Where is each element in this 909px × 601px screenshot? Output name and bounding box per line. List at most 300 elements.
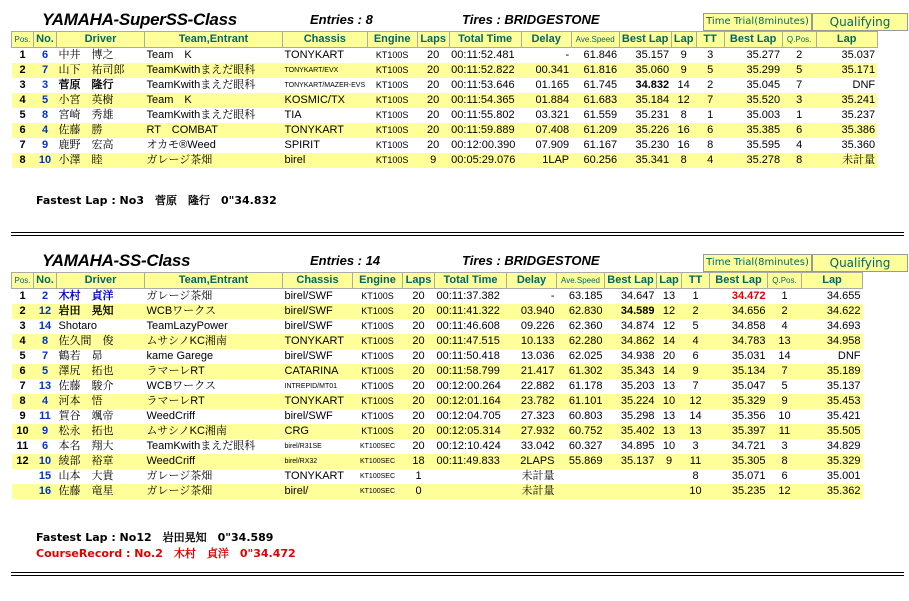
cell-tt-best-lap: 35.278 — [724, 153, 782, 168]
cell-team: TeamKwithまえだ眼科 — [145, 108, 283, 123]
cell-engine: KT100S — [367, 48, 417, 64]
cell-total-time: 00:11:46.608 — [435, 319, 507, 334]
cell-q-lap: 35.241 — [816, 93, 877, 108]
cell-no: 9 — [34, 138, 57, 153]
cell-q-lap: 34.622 — [802, 304, 863, 319]
cell-driver: 賀谷 颯帝 — [57, 409, 145, 424]
cell-q-pos: 12 — [768, 484, 802, 499]
column-header-ave-speed: Ave.Speed — [571, 32, 619, 48]
column-header-driver: Driver — [57, 273, 145, 289]
cell-chassis: birel/SWF — [283, 409, 353, 424]
cell-no: 7 — [34, 63, 57, 78]
cell-pos — [12, 469, 34, 484]
cell-lap: 14 — [671, 78, 696, 93]
column-header-delay: Delay — [507, 273, 557, 289]
cell-q-pos: 5 — [782, 63, 816, 78]
cell-laps: 20 — [417, 63, 449, 78]
cell-tt: 6 — [682, 349, 710, 364]
cell-tt-best-lap: 35.047 — [710, 379, 768, 394]
column-header-chassis: Chassis — [283, 32, 368, 48]
entries-count: Entries : 8 — [310, 12, 373, 27]
cell-driver: 松永 拓也 — [57, 424, 145, 439]
cell-ave-speed: 60.327 — [557, 439, 605, 454]
cell-total-time: 00:11:52.481 — [449, 48, 521, 64]
cell-engine: KT100S — [353, 349, 403, 364]
column-header-q-pos: Q.Pos. — [768, 273, 802, 289]
cell-team: TeamKwithまえだ眼科 — [145, 439, 283, 454]
cell-engine: KT100S — [353, 424, 403, 439]
cell-pos: 5 — [12, 349, 34, 364]
cell-no: 4 — [34, 394, 57, 409]
cell-engine: KT100S — [367, 138, 417, 153]
cell-driver: 木村 貞洋 — [57, 289, 145, 305]
table-header-row — [12, 32, 878, 48]
cell-delay: 07.909 — [521, 138, 571, 153]
cell-chassis: birel/SWF — [283, 304, 353, 319]
cell-pos: 9 — [12, 409, 34, 424]
column-header-pos: Pos. — [12, 273, 34, 289]
cell-pos: 4 — [12, 93, 34, 108]
cell-chassis: birel/R31SE — [283, 439, 353, 454]
cell-q-pos: 8 — [782, 153, 816, 168]
cell-team: TeamLazyPower — [145, 319, 283, 334]
cell-delay: 09.226 — [507, 319, 557, 334]
column-header-laps: Laps — [417, 32, 449, 48]
cell-laps: 20 — [417, 93, 449, 108]
cell-tt-best-lap: 35.134 — [710, 364, 768, 379]
column-header-total-time: Total Time — [435, 273, 507, 289]
cell-laps: 20 — [417, 48, 449, 64]
table-row — [12, 349, 863, 364]
cell-total-time: 00:11:52.822 — [449, 63, 521, 78]
cell-chassis: INTREPID/MT01 — [283, 379, 353, 394]
cell-total-time — [435, 469, 507, 484]
cell-driver: 小澤 睦 — [57, 153, 145, 168]
table-row — [12, 78, 878, 93]
cell-chassis: birel/RX32 — [283, 454, 353, 469]
cell-lap: 10 — [657, 394, 682, 409]
cell-lap: 13 — [657, 379, 682, 394]
cell-team: ラマーレRT — [145, 364, 283, 379]
cell-total-time: 00:11:37.382 — [435, 289, 507, 305]
cell-best-lap: 35.402 — [605, 424, 657, 439]
cell-chassis: TONYKART/MAZER-EVS — [283, 78, 368, 93]
cell-tt-best-lap: 35.277 — [724, 48, 782, 64]
cell-delay: 23.782 — [507, 394, 557, 409]
table-row — [12, 469, 863, 484]
cell-q-lap: 35.329 — [802, 454, 863, 469]
cell-ave-speed — [557, 469, 605, 484]
cell-lap — [657, 484, 682, 499]
cell-pos: 4 — [12, 334, 34, 349]
cell-no: 11 — [34, 409, 57, 424]
cell-pos: 7 — [12, 379, 34, 394]
cell-q-pos: 2 — [782, 48, 816, 64]
cell-q-lap: 35.137 — [802, 379, 863, 394]
cell-no: 10 — [34, 153, 57, 168]
cell-ave-speed: 61.178 — [557, 379, 605, 394]
cell-tt-best-lap: 35.003 — [724, 108, 782, 123]
cell-delay: 10.133 — [507, 334, 557, 349]
cell-ave-speed: 61.683 — [571, 93, 619, 108]
cell-q-lap: 未計量 — [816, 153, 877, 168]
table-row — [12, 454, 863, 469]
column-header-team: Team,Entrant — [145, 32, 283, 48]
cell-no: 6 — [34, 439, 57, 454]
cell-driver: 宮崎 秀雄 — [57, 108, 145, 123]
cell-pos: 2 — [12, 63, 34, 78]
cell-chassis: TONYKART — [283, 123, 368, 138]
cell-total-time: 00:12:01.164 — [435, 394, 507, 409]
cell-best-lap: 35.343 — [605, 364, 657, 379]
cell-team: ガレージ茶畑 — [145, 469, 283, 484]
cell-best-lap: 34.862 — [605, 334, 657, 349]
cell-team: ムサシノKC湘南 — [145, 424, 283, 439]
cell-ave-speed: 61.559 — [571, 108, 619, 123]
cell-team: kame Garege — [145, 349, 283, 364]
cell-driver: 佐藤 駿介 — [57, 379, 145, 394]
cell-q-lap: 35.505 — [802, 424, 863, 439]
column-header-ave-speed: Ave.Speed — [557, 273, 605, 289]
cell-q-pos: 2 — [768, 304, 802, 319]
table-row — [12, 424, 863, 439]
cell-engine: KT100S — [367, 63, 417, 78]
cell-tt-best-lap: 35.329 — [710, 394, 768, 409]
cell-driver: 澤尻 拓也 — [57, 364, 145, 379]
table-row — [12, 63, 878, 78]
cell-chassis: CATARINA — [283, 364, 353, 379]
cell-ave-speed: 62.025 — [557, 349, 605, 364]
cell-total-time: 00:12:00.264 — [435, 379, 507, 394]
cell-pos: 12 — [12, 454, 34, 469]
cell-lap: 9 — [671, 48, 696, 64]
cell-laps: 20 — [417, 108, 449, 123]
divider — [11, 232, 904, 233]
cell-no: 7 — [34, 349, 57, 364]
cell-chassis: TONYKART/EVX — [283, 63, 368, 78]
cell-laps: 9 — [417, 153, 449, 168]
cell-tt: 1 — [696, 108, 724, 123]
divider — [11, 575, 904, 576]
cell-laps: 20 — [403, 394, 435, 409]
cell-pos: 1 — [12, 48, 34, 64]
cell-tt: 12 — [682, 394, 710, 409]
column-header-chassis: Chassis — [283, 273, 353, 289]
cell-no: 4 — [34, 123, 57, 138]
cell-total-time: 00:11:59.889 — [449, 123, 521, 138]
cell-total-time: 00:11:53.646 — [449, 78, 521, 93]
cell-laps: 20 — [403, 319, 435, 334]
cell-delay: 1LAP — [521, 153, 571, 168]
cell-q-pos: 3 — [782, 93, 816, 108]
table-row — [12, 484, 863, 499]
cell-total-time: 00:11:55.802 — [449, 108, 521, 123]
cell-driver: 小宮 英樹 — [57, 93, 145, 108]
cell-ave-speed: 62.280 — [557, 334, 605, 349]
cell-q-lap: 34.693 — [802, 319, 863, 334]
cell-team: ガレージ茶畑 — [145, 153, 283, 168]
cell-driver: Shotaro — [57, 319, 145, 334]
cell-pos: 11 — [12, 439, 34, 454]
cell-driver: 鶴若 昴 — [57, 349, 145, 364]
column-header-no: No. — [34, 32, 57, 48]
cell-team: Team K — [145, 48, 283, 64]
cell-tt: 5 — [696, 63, 724, 78]
cell-lap: 20 — [657, 349, 682, 364]
cell-q-pos: 13 — [768, 334, 802, 349]
column-header-best-lap: Best Lap — [605, 273, 657, 289]
cell-laps: 20 — [403, 364, 435, 379]
cell-q-pos: 4 — [768, 319, 802, 334]
table-row — [12, 379, 863, 394]
cell-team: WeedCriff — [145, 409, 283, 424]
cell-pos: 6 — [12, 123, 34, 138]
cell-q-pos: 8 — [768, 454, 802, 469]
cell-pos: 7 — [12, 138, 34, 153]
time-trial-header: Time Trial(8minutes) — [703, 13, 812, 31]
cell-ave-speed: 61.167 — [571, 138, 619, 153]
cell-best-lap: 34.895 — [605, 439, 657, 454]
table-row — [12, 334, 863, 349]
column-header-driver: Driver — [57, 32, 145, 48]
cell-tt: 3 — [696, 48, 724, 64]
cell-best-lap: 35.226 — [619, 123, 671, 138]
tires-label: Tires : BRIDGESTONE — [462, 12, 600, 27]
cell-lap: 8 — [671, 108, 696, 123]
cell-tt-best-lap: 34.472 — [710, 289, 768, 305]
cell-no: 16 — [34, 484, 57, 499]
cell-tt-best-lap: 35.356 — [710, 409, 768, 424]
cell-delay: 2LAPS — [507, 454, 557, 469]
cell-total-time: 00:11:41.322 — [435, 304, 507, 319]
cell-lap: 14 — [657, 364, 682, 379]
cell-tt: 8 — [696, 138, 724, 153]
column-header-engine: Engine — [367, 32, 417, 48]
cell-delay: 07.408 — [521, 123, 571, 138]
cell-delay: 22.882 — [507, 379, 557, 394]
cell-q-lap: 35.237 — [816, 108, 877, 123]
cell-chassis: birel/ — [283, 484, 353, 499]
cell-delay: 27.932 — [507, 424, 557, 439]
cell-tt-best-lap: 35.595 — [724, 138, 782, 153]
cell-lap: 12 — [657, 304, 682, 319]
divider — [11, 235, 904, 236]
cell-driver: 佐藤 竜星 — [57, 484, 145, 499]
cell-tt-best-lap: 35.235 — [710, 484, 768, 499]
column-header-lap: Lap — [657, 273, 682, 289]
cell-best-lap: 35.298 — [605, 409, 657, 424]
cell-engine: KT100S — [353, 364, 403, 379]
cell-no: 13 — [34, 379, 57, 394]
cell-delay: 27.323 — [507, 409, 557, 424]
cell-pos: 3 — [12, 78, 34, 93]
cell-lap: 9 — [671, 63, 696, 78]
cell-q-pos: 5 — [768, 379, 802, 394]
cell-pos: 8 — [12, 394, 34, 409]
column-header-delay: Delay — [521, 32, 571, 48]
cell-total-time — [435, 484, 507, 499]
divider — [11, 572, 904, 573]
cell-team: RT COMBAT — [145, 123, 283, 138]
cell-q-lap: 35.001 — [802, 469, 863, 484]
cell-chassis: TONYKART — [283, 469, 353, 484]
cell-q-pos: 3 — [768, 439, 802, 454]
cell-tt-best-lap: 34.656 — [710, 304, 768, 319]
cell-laps: 20 — [403, 379, 435, 394]
cell-team: WCBワークス — [145, 379, 283, 394]
cell-best-lap: 35.231 — [619, 108, 671, 123]
cell-lap: 12 — [671, 93, 696, 108]
cell-ave-speed: 61.302 — [557, 364, 605, 379]
cell-delay: 21.417 — [507, 364, 557, 379]
cell-no: 5 — [34, 364, 57, 379]
cell-q-lap: 34.829 — [802, 439, 863, 454]
cell-delay: 03.940 — [507, 304, 557, 319]
cell-tt: 10 — [682, 484, 710, 499]
cell-ave-speed: 63.185 — [557, 289, 605, 305]
cell-tt: 9 — [682, 364, 710, 379]
cell-tt-best-lap: 35.385 — [724, 123, 782, 138]
cell-tt-best-lap: 35.299 — [724, 63, 782, 78]
cell-q-lap: DNF — [802, 349, 863, 364]
cell-no: 15 — [34, 469, 57, 484]
cell-best-lap: 35.157 — [619, 48, 671, 64]
cell-tt: 5 — [682, 319, 710, 334]
cell-tt-best-lap: 35.305 — [710, 454, 768, 469]
cell-q-pos: 14 — [768, 349, 802, 364]
table-row — [12, 138, 878, 153]
cell-no: 8 — [34, 108, 57, 123]
cell-tt: 8 — [682, 469, 710, 484]
cell-delay: 33.042 — [507, 439, 557, 454]
cell-lap: 16 — [671, 138, 696, 153]
cell-team: WeedCriff — [145, 454, 283, 469]
table-row — [12, 364, 863, 379]
cell-best-lap: 35.341 — [619, 153, 671, 168]
cell-engine: KT100S — [353, 379, 403, 394]
cell-tt: 2 — [696, 78, 724, 93]
cell-lap: 13 — [657, 424, 682, 439]
cell-team: ムサシノKC湘南 — [145, 334, 283, 349]
cell-laps: 20 — [403, 409, 435, 424]
cell-pos: 3 — [12, 319, 34, 334]
cell-no: 12 — [34, 304, 57, 319]
cell-total-time: 00:12:10.424 — [435, 439, 507, 454]
cell-engine: KT100S — [353, 409, 403, 424]
cell-ave-speed: 61.209 — [571, 123, 619, 138]
cell-engine: KT100S — [353, 394, 403, 409]
cell-delay: - — [521, 48, 571, 64]
cell-tt-best-lap: 35.071 — [710, 469, 768, 484]
cell-pos: 6 — [12, 364, 34, 379]
course-record: CourseRecord : No.2 木村 貞洋 0"34.472 — [36, 547, 296, 560]
cell-chassis: birel/SWF — [283, 319, 353, 334]
cell-best-lap: 35.060 — [619, 63, 671, 78]
cell-chassis: birel/SWF — [283, 349, 353, 364]
cell-chassis: birel/SWF — [283, 289, 353, 305]
cell-q-lap: 35.037 — [816, 48, 877, 64]
cell-driver: 山本 大貴 — [57, 469, 145, 484]
cell-delay: 13.036 — [507, 349, 557, 364]
cell-chassis: birel — [283, 153, 368, 168]
cell-delay: 未計量 — [507, 484, 557, 499]
cell-tt: 1 — [682, 289, 710, 305]
cell-engine: KT100S — [367, 153, 417, 168]
cell-tt: 2 — [682, 304, 710, 319]
column-header-team: Team,Entrant — [145, 273, 283, 289]
cell-q-lap: 35.386 — [816, 123, 877, 138]
cell-engine: KT100SEC — [353, 469, 403, 484]
cell-pos: 2 — [12, 304, 34, 319]
cell-total-time: 00:05:29.076 — [449, 153, 521, 168]
fastest-lap: Fastest Lap : No12 岩田晃知 0"34.589 — [36, 531, 274, 544]
cell-ave-speed: 62.830 — [557, 304, 605, 319]
cell-engine: KT100SEC — [353, 454, 403, 469]
cell-q-lap: 35.360 — [816, 138, 877, 153]
cell-total-time: 00:11:49.833 — [435, 454, 507, 469]
cell-laps: 20 — [403, 439, 435, 454]
cell-q-lap: 34.958 — [802, 334, 863, 349]
cell-best-lap — [605, 469, 657, 484]
cell-best-lap: 35.184 — [619, 93, 671, 108]
cell-driver: 山下 祐司郎 — [57, 63, 145, 78]
cell-best-lap: 35.137 — [605, 454, 657, 469]
cell-total-time: 00:12:05.314 — [435, 424, 507, 439]
cell-laps: 20 — [403, 304, 435, 319]
cell-laps: 20 — [417, 123, 449, 138]
cell-laps: 1 — [403, 469, 435, 484]
cell-ave-speed: 60.752 — [557, 424, 605, 439]
entries-count: Entries : 14 — [310, 253, 381, 268]
cell-team: TeamKwithまえだ眼科 — [145, 63, 283, 78]
cell-q-lap: 35.421 — [802, 409, 863, 424]
cell-lap: 16 — [671, 123, 696, 138]
cell-q-pos: 9 — [768, 394, 802, 409]
cell-laps: 20 — [403, 334, 435, 349]
table-row — [12, 289, 863, 305]
table-row — [12, 394, 863, 409]
column-header-q-lap: Lap — [816, 32, 877, 48]
cell-total-time: 00:11:47.515 — [435, 334, 507, 349]
cell-team: TeamKwithまえだ眼科 — [145, 78, 283, 93]
cell-q-lap: 35.171 — [816, 63, 877, 78]
cell-lap: 8 — [671, 153, 696, 168]
table-row — [12, 48, 878, 64]
table-row — [12, 123, 878, 138]
cell-lap: 13 — [657, 409, 682, 424]
cell-tt-best-lap: 35.031 — [710, 349, 768, 364]
cell-lap: 13 — [657, 289, 682, 305]
cell-no: 10 — [34, 454, 57, 469]
column-header-q-lap: Lap — [802, 273, 863, 289]
column-header-tt: TT — [682, 273, 710, 289]
cell-driver: 岩田 晃知 — [57, 304, 145, 319]
class-title: YAMAHA-SuperSS-Class — [42, 10, 237, 29]
cell-best-lap: 34.647 — [605, 289, 657, 305]
table-row — [12, 319, 863, 334]
results-table — [11, 31, 878, 168]
cell-ave-speed: 55.869 — [557, 454, 605, 469]
cell-q-pos: 6 — [768, 469, 802, 484]
cell-ave-speed: 61.816 — [571, 63, 619, 78]
cell-q-pos: 1 — [768, 289, 802, 305]
cell-q-lap: DNF — [816, 78, 877, 93]
results-table — [11, 272, 863, 499]
cell-total-time: 00:11:58.799 — [435, 364, 507, 379]
cell-total-time: 00:12:04.705 — [435, 409, 507, 424]
fastest-lap: Fastest Lap : No3 菅原 隆行 0"34.832 — [36, 194, 277, 207]
cell-no: 5 — [34, 93, 57, 108]
